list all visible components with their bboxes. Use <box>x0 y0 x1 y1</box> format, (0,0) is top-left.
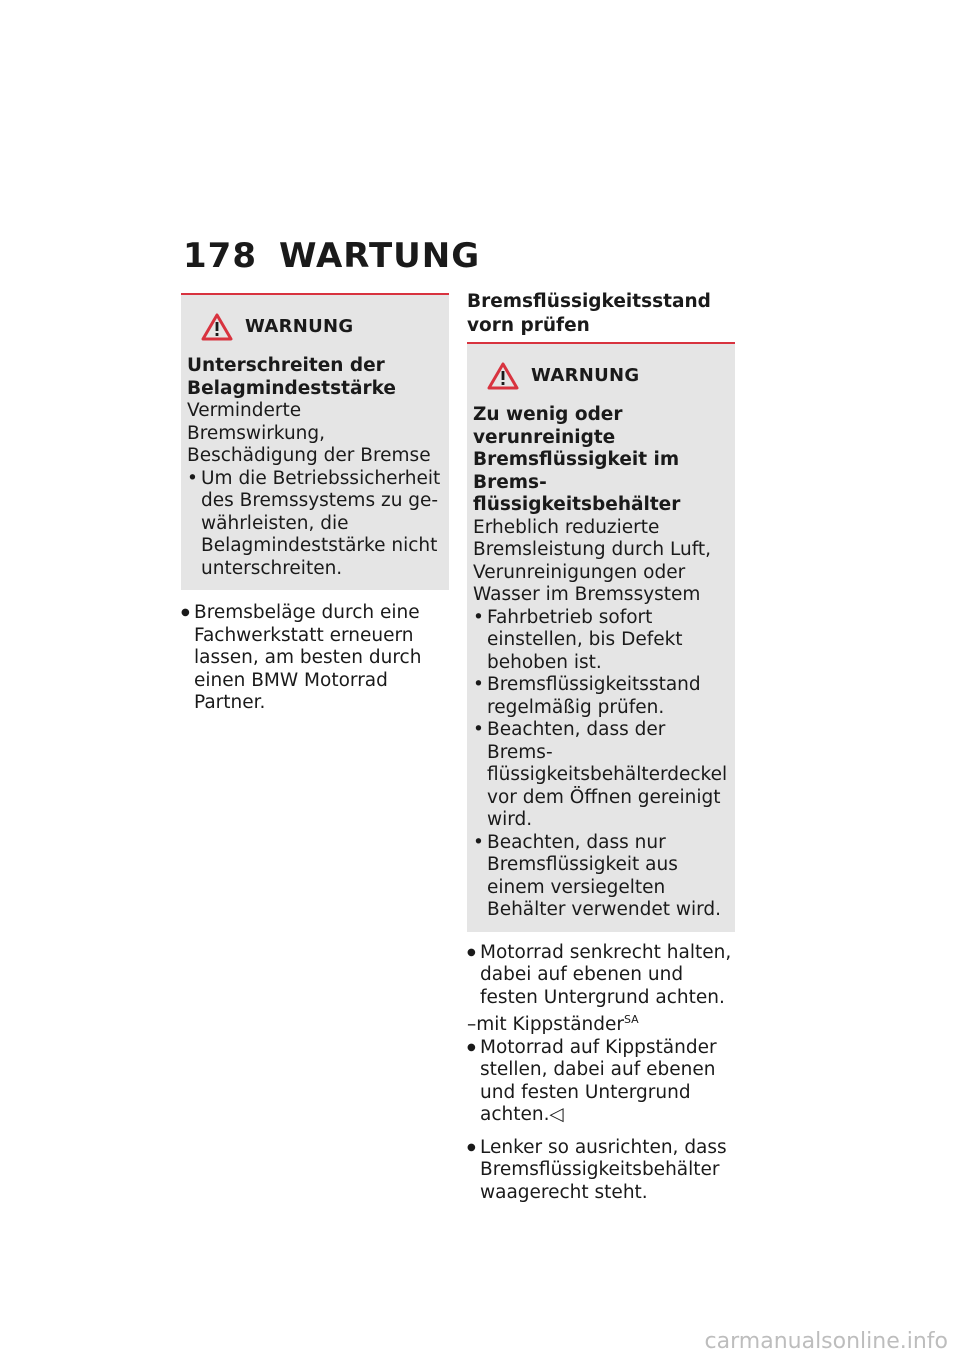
watermark: carmanualsonline.info <box>704 1329 948 1354</box>
warning-triangle-icon <box>201 313 233 341</box>
warning-triangle-icon <box>487 362 519 390</box>
step-item <box>467 1037 735 1127</box>
step-item: ● Bremsbeläge durch eine Fachwerkstatt erneuern lassen, am besten durch einen BMW Motorrad Partner. <box>181 602 449 715</box>
condition-text: mit Kippständer <box>476 1014 624 1036</box>
warning-header <box>201 313 443 341</box>
warning-box-brake-fluid <box>467 342 735 932</box>
step-item: ● Motorrad senkrecht halten, dabei auf ebenen und festen Untergrund achten. <box>467 942 735 1010</box>
warning-bullets <box>473 607 729 922</box>
warning-label: WARNUNG <box>245 315 354 337</box>
warning-bullet: • Fahrbetrieb sofort einstellen, bis Defekt behoben ist. <box>473 607 729 675</box>
step-list <box>181 602 449 715</box>
warning-bullet: • Um die Betriebssicherheit des Bremssystems zu gewährleisten, die Belagmindeststärke nicht unterschreiten. <box>187 468 443 581</box>
special-equipment-badge: SA <box>624 1013 639 1026</box>
warning-text: Verminderte Bremswirkung, Beschädigung der Bremse <box>187 400 431 466</box>
step-text: Motorrad auf Kippständer stellen, dabei auf ebenen und festen Untergrund achten. <box>480 1036 717 1126</box>
warning-text: Erheblich reduzierte Bremsleistung durch Luft, Verunreinigungen oder Wasser im Bremssystem <box>473 516 712 605</box>
end-marker-icon: ◁ <box>549 1104 564 1126</box>
warning-heading: Zu wenig oder verunreinigte Bremsflüssigkeit im Bremsflüssigkeitsbehälter <box>473 404 681 515</box>
right-column <box>467 290 735 1204</box>
warning-bullet: • Beachten, dass nur Bremsflüssigkeit aus einem versiegelten Behälter verwendet wird. <box>473 832 729 922</box>
step-list <box>467 942 735 1010</box>
warning-heading: Unterschreiten der Belagmindeststärke <box>187 355 396 399</box>
condition-line <box>467 1009 735 1037</box>
warning-label: WARNUNG <box>531 364 640 386</box>
page-header <box>183 236 480 276</box>
warning-box-brake-pads <box>181 293 449 590</box>
warning-bullet: • Beachten, dass der Bremsflüssigkeitsbehälterdeckel vor dem Öffnen gereinigt wird. <box>473 719 729 832</box>
warning-bullets <box>187 468 443 581</box>
warning-header <box>487 362 729 390</box>
page-number: 178 <box>183 236 257 276</box>
condition-dash: – <box>467 1014 477 1036</box>
left-column <box>181 293 449 715</box>
section-title: Bremsflüssigkeitsstand vorn prüfen <box>467 291 711 336</box>
step-item: ● Lenker so ausrichten, dass Bremsflüssigkeitsbehälter waagerecht steht. <box>467 1137 735 1205</box>
warning-bullet: • Bremsflüssigkeitsstand regelmäßig prüfen. <box>473 674 729 719</box>
chapter-title: WARTUNG <box>279 236 481 276</box>
step-list <box>467 1037 735 1205</box>
